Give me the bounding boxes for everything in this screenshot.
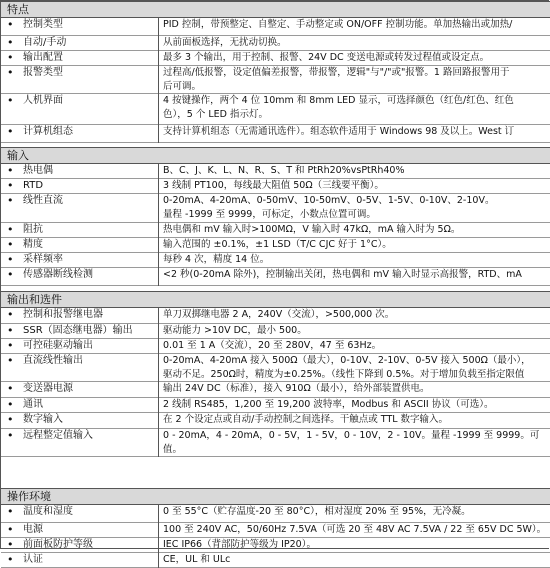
spec-value-line: 3 线制 PT100，每线最大阻值 50Ω（三线要平衡）。 [163, 180, 384, 191]
spec-value-line: 色），5 个 LED 指示灯。 [163, 108, 268, 120]
bullet-icon: • [7, 382, 14, 395]
spec-value-line: 每秒 4 次，精度 14 位。 [163, 254, 270, 265]
bullet-icon: • [7, 308, 14, 321]
section-header: 输出和选件 [1, 291, 550, 308]
spec-value [163, 538, 550, 552]
bullet-icon: • [7, 339, 14, 352]
bullet-icon: • [7, 179, 14, 192]
spec-value-line: 0 - 20mA，4 - 20mA，0 - 5V，1 - 5V，0 - 10V，2 - 10V。量程 -1999 至 9999。可 [163, 430, 540, 441]
spec-row [1, 36, 550, 51]
spec-value-line: 输入范围的 ±0.1%，±1 LSD（T/C CJC 好于 1°C）。 [163, 239, 392, 250]
bullet-icon: • [7, 398, 14, 411]
spec-label: 认证 [23, 554, 43, 565]
spec-row [1, 66, 550, 94]
bullet-icon: • [7, 238, 14, 251]
spec-value [163, 382, 550, 396]
spec-label: 精度 [23, 239, 43, 250]
spec-label: 电源 [23, 524, 43, 535]
spec-label: 采样频率 [23, 254, 63, 265]
spec-value-line: 0-20mA、4-20mA、0-50mV、10-50mV、0-5V、1-5V、0-10V、2-10V。 [163, 195, 495, 206]
spec-label: 远程整定值输入 [23, 430, 93, 441]
spec-row [1, 164, 550, 179]
spec-row [1, 324, 550, 339]
spec-label: 温度和湿度 [23, 506, 73, 517]
spec-row [1, 398, 550, 413]
spec-label: 变送器电源 [23, 383, 73, 394]
spec-value-line: 支持计算机组态（无需通讯选件）。组态软件适用于 Windows 98 及以上。West 订 [163, 126, 515, 137]
spec-label: 人机界面 [23, 95, 63, 106]
spec-row [1, 429, 550, 457]
spec-value [163, 18, 550, 32]
spec-value-line: 最多 3 个输出，用于控制、报警、24V DC 变送电源或转发过程值或设定点。 [163, 52, 490, 63]
spec-value [163, 223, 550, 237]
spec-value-line: 4 按键操作，两个 4 位 10mm 和 8mm LED 显示，可选择颜色（红色/红色、红色 [163, 95, 514, 106]
bullet-icon: • [7, 523, 14, 536]
spec-value [163, 339, 550, 353]
spec-value [163, 36, 550, 50]
spec-value [163, 553, 550, 567]
spec-value-line: 在 2 个设定点或自动/手动控制之间选择。干触点或 TTL 数字输入。 [163, 414, 449, 425]
spec-row [1, 223, 550, 238]
spec-label: 直流线性输出 [23, 355, 83, 366]
spec-row [1, 538, 550, 553]
spec-label: 前面板防护等级 [23, 539, 93, 550]
bullet-icon: • [7, 18, 14, 31]
spec-row [1, 505, 550, 523]
spec-label: 数字输入 [23, 414, 63, 425]
spec-value [163, 51, 550, 65]
spec-value [163, 125, 550, 139]
spec-value [163, 413, 550, 427]
spec-label: 热电偶 [23, 165, 53, 176]
bullet-icon: • [7, 125, 14, 138]
spec-value-line: IEC IP66（背部防护等级为 IP20）。 [163, 539, 316, 550]
spec-value-line: 0-20mA、4-20mA 接入 500Ω（最大），0-10V、2-10V、0-5V 接入 500Ω（最小）， [163, 355, 531, 366]
spec-value-line: 单刀双掷继电器 2 A，240V（交流），>500,000 次。 [163, 309, 395, 320]
spec-label: 自动/手动 [23, 37, 67, 48]
spec-value [163, 164, 550, 178]
spec-value-line: 值。 [163, 443, 183, 455]
spec-value-line: B、C、J、K、L、N、R、S、T 和 PtRh20%vsPtRh40% [163, 165, 405, 176]
bullet-icon: • [7, 194, 14, 207]
spec-row [1, 354, 550, 382]
spec-row [1, 382, 550, 398]
spec-value-line: 从前面板选择，无扰动切换。 [163, 37, 287, 48]
spec-label: RTD [23, 180, 44, 191]
column-divider [158, 505, 159, 568]
spec-value [163, 179, 550, 193]
bullet-icon: • [7, 94, 14, 107]
spec-row [1, 268, 550, 286]
spec-row [1, 339, 550, 354]
spec-row [1, 51, 550, 66]
spec-value [163, 505, 550, 519]
spec-row [1, 18, 550, 36]
section-header: 特点 [1, 1, 550, 18]
spec-value [163, 66, 550, 93]
bullet-icon: • [7, 324, 14, 337]
bullet-icon: • [7, 164, 14, 177]
bullet-icon: • [7, 354, 14, 367]
spec-value-line: 热电偶和 mV 输入时>100MΩ，V 输入时 47kΩ，mA 输入时为 5Ω。 [163, 224, 461, 235]
spec-value [163, 268, 550, 282]
spec-row [1, 253, 550, 268]
spec-label: 报警类型 [23, 67, 63, 78]
spec-row [1, 308, 550, 324]
spec-row [1, 125, 550, 143]
bullet-icon: • [7, 66, 14, 79]
spec-value-line: 量程 -1999 至 9999，可标定，小数点位置可调。 [163, 208, 376, 220]
spec-value-line: 输出 24V DC（标准），接入 910Ω（最小），给外部装置供电。 [163, 383, 430, 394]
spec-label: 传感器断线检测 [23, 269, 93, 280]
spec-value-line: 0.01 至 1 A（交流），20 至 280V，47 至 63Hz。 [163, 340, 382, 351]
spec-value-line: CE，UL 和 ULc [163, 554, 231, 565]
spec-label: 输出配置 [23, 52, 63, 63]
section-header: 操作环境 [1, 488, 550, 505]
spec-value [163, 398, 550, 412]
spec-label: 线性直流 [23, 195, 63, 206]
spec-value-line: 驱动能力 >10V DC，最小 500。 [163, 325, 307, 336]
spec-row [1, 553, 550, 568]
spec-label: 计算机组态 [23, 126, 73, 137]
bullet-icon: • [7, 223, 14, 236]
spec-value [163, 308, 550, 322]
spec-value-line: <2 秒(0-20mA 除外)，控制输出关闭，热电偶和 mV 输入时显示高报警，RTD、mA [163, 269, 522, 280]
spec-row [1, 523, 550, 538]
spec-value [163, 253, 550, 267]
spec-label: SSR（固态继电器）输出 [23, 325, 133, 336]
column-divider [158, 18, 159, 143]
spec-row [1, 179, 550, 194]
spec-label: 通讯 [23, 399, 43, 410]
bullet-icon: • [7, 51, 14, 64]
bullet-icon: • [7, 253, 14, 266]
spec-value [163, 94, 550, 121]
spec-value [163, 238, 550, 252]
spec-value-line: 后可调。 [163, 80, 202, 92]
spec-label: 可控硅驱动输出 [23, 340, 93, 351]
spec-value-line: 100 至 240V AC，50/60Hz 7.5VA（可选 20 至 48V AC 7.5VA / 22 至 65V DC 5W）。 [163, 524, 547, 535]
spec-value [163, 523, 550, 537]
spec-value-line: 2 线制 RS485，1,200 至 19,200 波特率，Modbus 和 ASCII 协议（可选）。 [163, 399, 494, 410]
spec-row [1, 413, 550, 429]
spec-value-line: PID 控制，带预整定、自整定、手动整定或 ON/OFF 控制功能。单加热输出或加热/ [163, 19, 513, 30]
bullet-icon: • [7, 505, 14, 518]
spec-label: 控制和报警继电器 [23, 309, 103, 320]
spec-label: 阻抗 [23, 224, 43, 235]
column-divider [158, 164, 159, 286]
spec-value [163, 429, 550, 456]
spec-label: 控制类型 [23, 19, 63, 30]
spec-value [163, 324, 550, 338]
bullet-icon: • [7, 268, 14, 281]
bullet-icon: • [7, 553, 14, 566]
spec-value-line: 过程高/低报警，设定值偏差报警，带报警，逻辑"与"/"或"报警。1 路回路报警用于 [163, 67, 510, 78]
spec-value-line: 0 至 55°C（贮存温度-20 至 80°C），相对湿度 20% 至 95%，无冷凝。 [163, 506, 471, 517]
bullet-icon: • [7, 538, 14, 551]
bullet-icon: • [7, 36, 14, 49]
spec-row [1, 238, 550, 253]
section-header: 输入 [1, 147, 550, 164]
spec-value [163, 194, 550, 221]
spec-row [1, 94, 550, 125]
spec-value-line: 驱动不足。250Ω时，精度为±0.25%。（线性下降到 0.5%。对于增加负载至指定限值 [163, 368, 525, 380]
column-divider [158, 308, 159, 457]
spec-row [1, 194, 550, 223]
bullet-icon: • [7, 413, 14, 426]
bullet-icon: • [7, 429, 14, 442]
spec-value [163, 354, 550, 381]
